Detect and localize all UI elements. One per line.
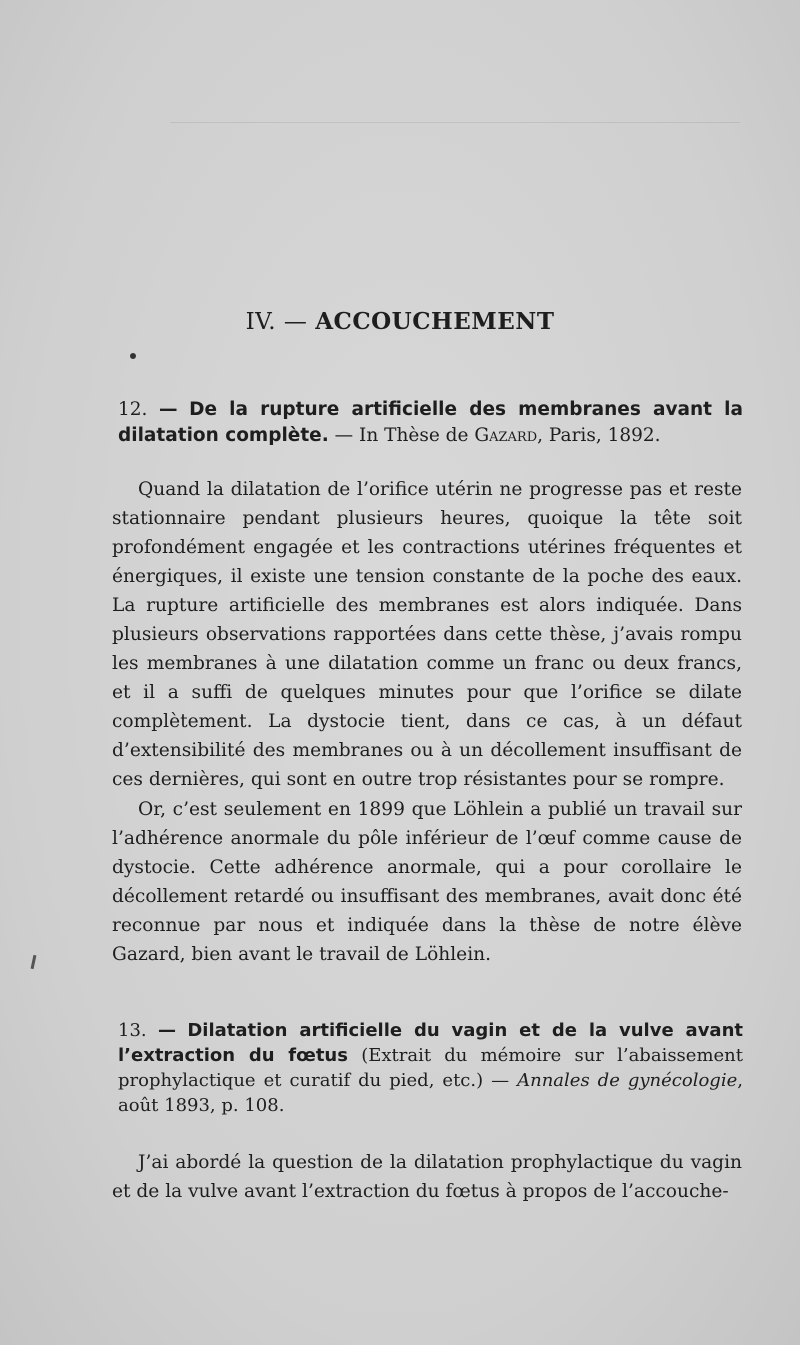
entry-12-ref-suffix: , Paris, 1892. bbox=[537, 425, 661, 446]
section-heading bbox=[0, 308, 800, 335]
entry-12-ref-prefix: — In Thèse de bbox=[334, 425, 469, 446]
entry-12-ref-author: Gazard bbox=[474, 425, 538, 446]
entry-13-paragraph: J’ai abordé la question de la dilatation prophylactique du vagin et de la vulve avant l’extraction du fœtus à propos de l’accouche- bbox=[112, 1152, 742, 1202]
bleed-through-rule bbox=[170, 122, 740, 123]
entry-12-title: De la rupture artificielle des membranes avant la dilatation complète. bbox=[118, 399, 743, 446]
entry-12-number: 12. bbox=[118, 399, 148, 420]
margin-mark bbox=[31, 955, 37, 969]
section-title: ACCOUCHEMENT bbox=[315, 308, 555, 335]
entry-12-paragraph-1: Quand la dilatation de l’orifice utérin ne progresse pas et reste stationnaire pendant plusieurs heures, quoique la tête soit profondément engagée et les contractions utérines fréquentes et énergiques, il existe une tension constante de la poche des eaux. La rupture artificielle des membranes est alors indiquée. Dans plusieurs observations rapportées dans cette thèse, j’avais rompu les membranes à une dilatation comme un franc ou deux francs, et il a suffi de quelques minutes pour que l’orifice se dilate complètement. La dystocie tient, dans ce cas, à un défaut d’extensibilité des membranes ou à un décollement insuffisant de ces dernières, qui sont en outre trop résistantes pour se rompre. bbox=[112, 479, 742, 790]
entry-13-ref-text: (Extrait du mémoire sur l’abaissement prophylactique et curatif du pied, etc.) — bbox=[118, 1045, 743, 1091]
entry-13-title: Dilatation artificielle du vagin et de la vulve avant l’extraction du fœtus bbox=[118, 1020, 743, 1066]
section-numeral: IV. bbox=[245, 309, 277, 335]
entry-13-ref-suffix: , août 1893, p. 108. bbox=[118, 1070, 743, 1116]
entry-13-dash: — bbox=[157, 1020, 176, 1041]
entry-12-dash: — bbox=[159, 399, 178, 420]
entry-13-ref-journal: Annales de gynécologie bbox=[517, 1070, 738, 1091]
section-dash: — bbox=[283, 309, 308, 335]
entry-12-heading bbox=[118, 397, 743, 449]
ink-speck bbox=[130, 353, 136, 359]
entry-12-paragraph-2: Or, c’est seulement en 1899 que Löhlein a publié un travail sur l’adhérence anormale du pôle inférieur de l’œuf comme cause de dystocie. Cette adhérence anormale, qui a pour corollaire le décollement retardé ou insuffisant des membranes, avait donc été reconnue par nous et indiquée dans la thèse de notre élève Gazard, bien avant le travail de Löhlein. bbox=[112, 799, 742, 965]
entry-13-number: 13. bbox=[118, 1020, 147, 1041]
entry-13-heading bbox=[118, 1018, 743, 1118]
